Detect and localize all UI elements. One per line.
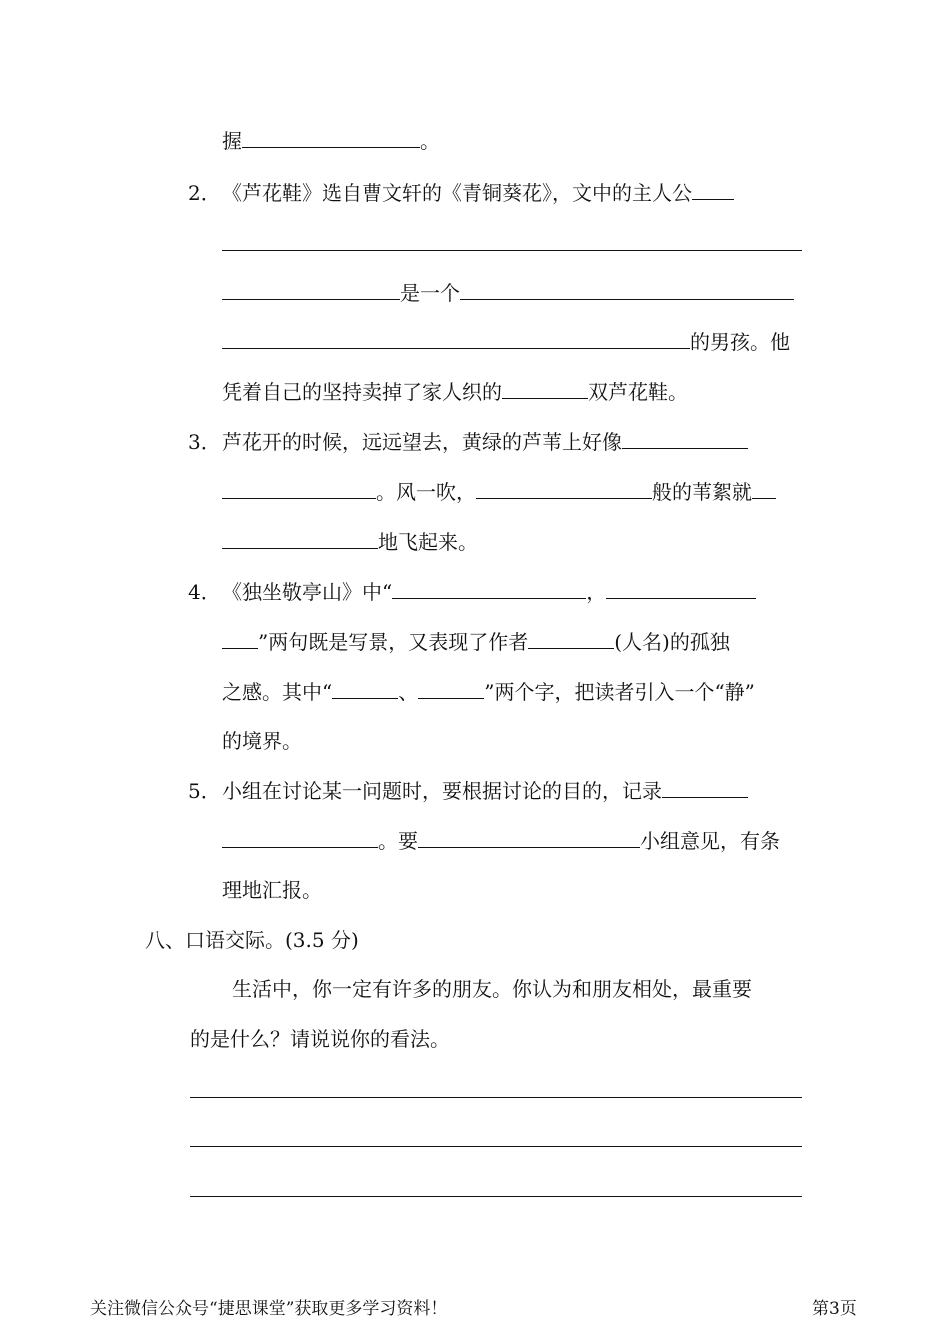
q2-text-5a: 凭着自己的坚持卖掉了家人织的 — [222, 380, 502, 404]
q3-text-3: 地飞起来。 — [378, 530, 478, 554]
q4-text-3c: ”两个字，把读者引入一个“静” — [484, 680, 755, 704]
q1-tail-line — [222, 128, 440, 154]
q3-blank-1[interactable] — [622, 430, 748, 449]
section-8-prompt-2: 的是什么？请说说你的看法。 — [190, 1027, 450, 1051]
q5-blank-2a[interactable] — [222, 829, 378, 848]
q2-line3 — [222, 280, 794, 306]
q2-blank-4[interactable] — [222, 330, 690, 349]
q3-number: 3． — [188, 430, 221, 454]
q5-text-2a: 。要 — [378, 829, 418, 853]
q5-number: 5． — [188, 779, 221, 803]
q4-line4: 的境界。 — [222, 729, 302, 753]
section-8-prompt-1: 生活中，你一定有许多的朋友。你认为和朋友相处，最重要 — [232, 977, 752, 1001]
q4-blank-1a[interactable] — [392, 580, 586, 599]
q3-line3 — [222, 529, 478, 555]
q2-number: 2． — [188, 181, 221, 205]
q3-text-1: 芦花开的时候，远远望去，黄绿的芦苇上好像 — [222, 430, 622, 454]
q4-line2 — [222, 629, 730, 655]
q4-blank-3a[interactable] — [332, 680, 398, 699]
q4-line1 — [222, 579, 756, 605]
q2-text-5b: 双芦花鞋。 — [588, 380, 688, 404]
answer-line-2[interactable] — [190, 1146, 802, 1147]
q3-blank-2a[interactable] — [222, 480, 376, 499]
q4-blank-2b[interactable] — [528, 630, 614, 649]
footer-promo: 关注微信公众号“捷思课堂”获取更多学习资料！ — [90, 1299, 448, 1319]
q4-line3 — [222, 679, 755, 705]
q2-blank-1[interactable] — [692, 181, 734, 200]
q2-blank-5[interactable] — [502, 380, 588, 399]
q1-tail-post: 。 — [420, 129, 440, 153]
q3-text-2b: 般的苇絮就 — [652, 480, 752, 504]
q3-blank-3[interactable] — [222, 530, 378, 549]
q2-text-3: 是一个 — [400, 281, 460, 305]
q4-text-2a: ”两句既是写景，又表现了作者 — [258, 630, 529, 654]
q3-line1 — [222, 429, 748, 455]
q5-blank-2b[interactable] — [418, 829, 640, 848]
q5-text-1: 小组在讨论某一问题时，要根据讨论的目的，记录 — [222, 779, 662, 803]
q1-tail-pre: 握 — [222, 129, 242, 153]
q1-answer-blank[interactable] — [242, 129, 420, 148]
q5-line1 — [222, 778, 748, 804]
q3-line2 — [222, 479, 776, 505]
q2-blank-3a[interactable] — [222, 281, 400, 300]
q5-text-2b: 小组意见，有条 — [640, 829, 780, 853]
q4-text-3b: 、 — [398, 680, 419, 704]
q4-text-1: 《独坐敬亭山》中“ — [222, 580, 393, 604]
q2-line5 — [222, 379, 688, 405]
section-8-title: 八、口语交际。(3.5 分) — [145, 928, 359, 952]
answer-line-3[interactable] — [190, 1196, 802, 1197]
q4-text-2b: (人名)的孤独 — [614, 630, 730, 654]
q4-comma: ， — [586, 580, 607, 604]
page-number: 第3页 — [812, 1299, 857, 1319]
q3-blank-2b[interactable] — [476, 480, 652, 499]
q2-blank-3b[interactable] — [460, 281, 794, 300]
q5-line3: 理地汇报。 — [222, 878, 322, 902]
q3-text-2a: 。风一吹， — [376, 480, 476, 504]
q5-blank-1[interactable] — [662, 779, 748, 798]
q3-blank-2c[interactable] — [752, 480, 776, 499]
q4-blank-3b[interactable] — [418, 680, 484, 699]
q2-blank-line-2[interactable] — [222, 250, 802, 251]
q5-line2 — [222, 828, 780, 854]
q2-line4 — [222, 329, 790, 355]
q4-blank-2a[interactable] — [222, 630, 258, 649]
answer-line-1[interactable] — [190, 1097, 802, 1098]
q2-text-1: 《芦花鞋》选自曹文轩的《青铜葵花》，文中的主人公 — [222, 181, 692, 205]
q4-number: 4． — [188, 580, 221, 604]
q2-line1 — [222, 180, 734, 206]
q4-blank-1b[interactable] — [606, 580, 756, 599]
q4-text-3a: 之感。其中“ — [222, 680, 333, 704]
q2-text-4: 的男孩。他 — [690, 330, 790, 354]
